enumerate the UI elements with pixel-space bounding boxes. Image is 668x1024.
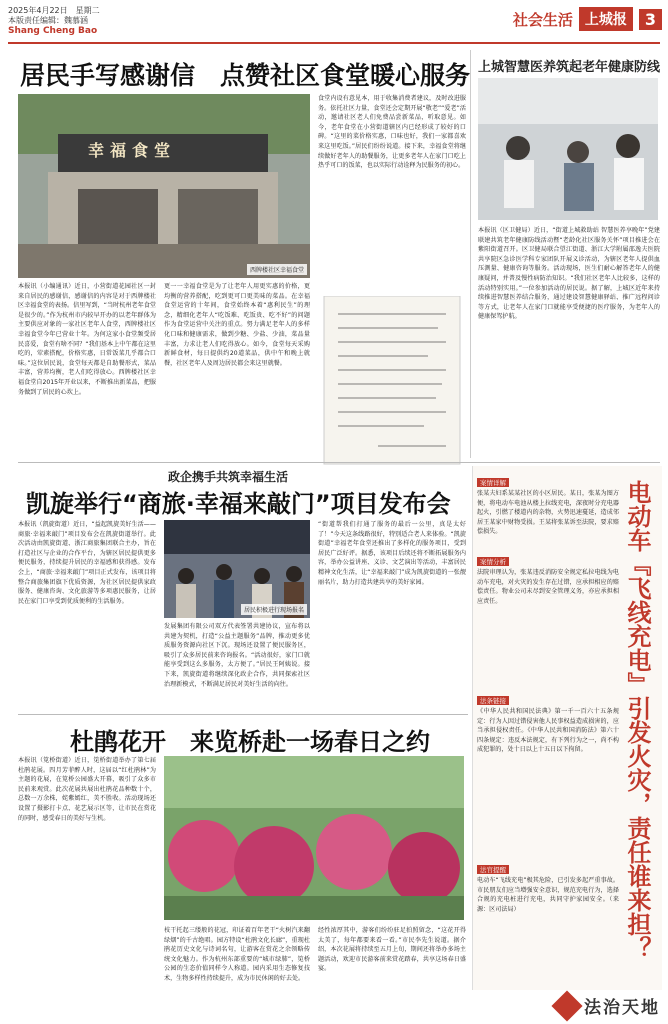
story1-photo-caption: 西牌楼社区幸福食堂 bbox=[247, 264, 307, 275]
masthead-info bbox=[8, 6, 100, 36]
law-badge-icon bbox=[551, 990, 582, 1021]
story1-col2: 更一一幸福食堂是为了让老年人用更实惠的价格，更均衡的营养搭配，吃到更可口更美味的菜品。在幸福食堂运营的十年间，食堂始终本着“惠利民生”的理念，精细化老年人“吃饭难、吃饭贵、吃不好”的问题作为食堂运营中关注的重点。努力满足老年人的多样化口味和健康需求，做到少糖、少盐、少油，菜品量丰富，力求让老人们吃得放心。如今，食堂每天采购新鲜食材，每日提供约20道菜品，供中午和晚上就餐，社区老年人及周边居民都会来这里就餐。 bbox=[164, 283, 310, 367]
story2-col1: 本报讯（凯旋街道）近日，“益起凯旋美好生活——商旅·幸福来敲门”项目发布会在凯旋街道举行。此次活动由凯旋街道、浙江商旅集团联合主办，旨在打造社区与企业的合作平台，为辖区居民提供更多便民服务，持续提升居民的幸福感和获得感。发布会上，“商旅·幸福来敲门”项目正式发布，该项目将整合商旅集团旗下优质资源，为社区居民提供家政服务、健康咨询、文化旅游等多项惠民服务，让居民在家门口享受到优质便利的生活服务。 bbox=[18, 521, 156, 605]
sidebar-body bbox=[477, 470, 619, 986]
tag-law-link: 法条链接 bbox=[477, 696, 509, 705]
canteen-sign-text: 幸福食堂 bbox=[88, 141, 177, 160]
story3-col2: 枝干托起三缕般的花冠，印证着百年老干“火树汽来翻绿烟”的千古绝唱。园方特设“杜鹃文化长廊”，重现杜鹃花历史文化与诗词名句，让游客在赏花之余领略传统文化魅力。作为杭州东部重要的“城市绿肺”，笕桥公园的生态价值同样令人称道。园内采用生态修复技术，生物多样性持续提升，成为市民休闲的好去处。 bbox=[164, 927, 310, 982]
tag-case-detail: 案情详解 bbox=[477, 478, 509, 487]
editor-credit: 本版责任编辑：魏慕涵 bbox=[8, 16, 88, 25]
section-divider-2 bbox=[18, 714, 468, 715]
thank-you-letter-image bbox=[318, 296, 466, 466]
column-divider bbox=[470, 50, 471, 458]
header-rule bbox=[8, 42, 660, 44]
story3-col1: 本报讯（笕桥街道）近日，笕桥街道举办了第七届杜鹃花展。四月芳菲醉人时，这届以“红杜鹃林”为主题的花展，在笕桥公园盛大开幕，吸引了众多市民前来观赏。此次花展共展出杜鹃花品种数十个，总数一万余株，姹紫嫣红，美不胜收。活动现场还设置了摄影打卡点、花艺展示区等，让市民在赏花的同时，感受春日的美好与生机。 bbox=[18, 757, 156, 822]
story1-col3: 食堂内设有意见本，用于收集消费者建议，及时改进服务。依托社区力量，食堂还会定期开展“敬老”“爱老”活动，邀请社区老人们免费品尝新菜品，听取意见。如今，老年食堂在小营街道辖区内已经形成了较好的口碑。“这里的菜价格实惠，口味也好，我们一家都喜欢来这里吃饭。”居民们纷纷说道。接下来，幸福食堂将继续做好老年人的助餐服务，让更多老年人在家门口吃上热乎可口的饭菜，也以实际行动诠释为民服务的初心。 bbox=[318, 95, 466, 170]
story2-col3: “街道帮我们打通了服务的最后一公里，真是太好了！”今天这条线路很好，特别适合老人来体验。“凯旋街道”幸福老年食堂还推出了多样化的服务项目，受到居民广泛好评。据悉，该项目后续还将不断拓展服务内容，举办公益讲座、义诊、文艺演出等活动，丰富居民精神文化生活，让“幸福来敲门”成为凯旋街道的一张靓丽名片，助力打造共建共享的美好家园。 bbox=[318, 521, 466, 586]
story1-headline: 居民手写感谢信 点赞社区食堂暖心服务 bbox=[20, 61, 471, 90]
story3-col3: 经性浓厚其中，游客们纷纷驻足拍照留念，“这花开得太美了，每年都要来看一看。”市民李先生说道。据介绍，本次花展将持续至五月上旬，期间还将举办多场主题活动，欢迎市民游客前来赏花踏春，共享这场春日盛宴。 bbox=[318, 927, 466, 973]
azalea-park-photo bbox=[164, 756, 464, 920]
story2-kicker: 政企携手共筑幸福生活 bbox=[168, 470, 289, 484]
right-story-headline: 上城智慧医养筑起老年健康防线 bbox=[478, 60, 661, 75]
page-number: 3 bbox=[639, 9, 662, 30]
section-header bbox=[513, 3, 662, 35]
story1-col1: 本报讯（小编通讯）近日，小营街道花园社区一封来自居民的感谢信，感谢信的内容是对于西牌楼社区幸福食堂的表扬。信里写到，“当时杭州老年食堂是很少的。”作为杭州市内较早开办的以老年群体为主要供应对象的一家社区老年人食堂，西牌楼社区幸福食堂今年已营业十年。为何这家小食堂频受居民喜爱，食堂有啥不同？“我们基本上中午都在这里吃的，荤素搭配，价格实惠，日常饭菜几乎都合口味。”这位居民说，食堂每天都是自助餐形式，菜品丰富，营养均衡，老人们吃得放心。西牌楼社区幸福食堂自2015年开业以来，不断推出新菜品，把服务做到了居民的心坎上。 bbox=[18, 283, 156, 396]
story3-headline: 杜鹃花开 来览桥赴一场春日之约 bbox=[70, 728, 430, 756]
sidebar-para-1: 张某夫妇系某某社区的小区居民。某日，张某为图方便，将电动车电池从楼上拉线充电，深夜时分充电器起火，引燃了楼道内的杂物，火势迅速蔓延，造成邻居王某家中财物受损。王某将张某诉至法院，要求赔偿损失。 bbox=[477, 490, 619, 536]
section-divider-1 bbox=[18, 462, 660, 463]
column-badge bbox=[556, 993, 660, 1018]
story2-headline: 凯旋举行“商旅·幸福来敲门”项目发布会 bbox=[26, 490, 451, 518]
issue-date: 2025年4月22日 星期二 bbox=[8, 6, 100, 15]
story2-photo bbox=[164, 520, 310, 618]
tag-case-analysis: 案情分析 bbox=[477, 557, 509, 566]
sidebar-para-3: 《中华人民共和国民法典》第一千一百六十五条规定：行为人因过错侵害他人民事权益造成损害的，应当承担侵权责任。《中华人民共和国消防法》第六十四条规定：违反本法规定，有下列行为之一，尚不构成犯罪的，处十日以上十五日以下拘留。 bbox=[477, 708, 619, 754]
canteen-storefront-image bbox=[18, 94, 310, 278]
paper-logo: 上城报 bbox=[579, 7, 633, 31]
right-story-body: 本报讯（区卫健局）近日，“街道上城救助站 智慧医养享晚年”党建联建共筑老年健康防线活动暨“老龄化社区服务关怀”项目推进会在紫阳街道召开。区卫健局联合望江街道、浙江大学附属邵逸夫医院共享院区急诊医学科专家团队开展义诊活动，为辖区老年人提供血压测量、健康咨询等服务。活动现场，医生们耐心解答老年人的健康疑问，并普及慢性病防治知识。“我们社区老年人比较多，这样的活动特别实用。”一位参加活动的居民说。据了解，上城区近年来持续推进智慧医养结合服务，通过建设智慧健康驿站、推广远程问诊等方式，让老年人在家门口就能享受便捷的医疗服务，为老年人的健康保驾护航。 bbox=[478, 227, 660, 321]
sidebar-para-4: 电动车“飞线充电”极其危险，已引发多起严重事故。市民朋友们应当增强安全意识，规范充电行为，选择合规的充电桩进行充电，共同守护家园安全。（来源：区司法局） bbox=[477, 877, 619, 913]
legal-sidebar bbox=[472, 466, 662, 990]
story2-col2: 发展集团有限公司双方代表签署共建协议，宣布将以共建为契机，打造“公益主题服务”品牌，推动更多优质服务资源向社区下沉。现场还设置了便民服务区，吸引了众多居民前来咨询报名。“活动很好，家门口就能享受到这么多服务，太方便了。”居民王阿姨说。接下来，凯旋街道将继续深化政企合作，共同探索社区治理新模式，不断满足居民对美好生活的向往。 bbox=[164, 623, 310, 688]
sidebar-vertical-title: 电动车『飞线充电』引发火灾，责任谁来担？ bbox=[623, 480, 651, 960]
sidebar-para-2: 法院审理认为，张某违反消防安全规定私拉电线为电动车充电，对火灾的发生存在过错，应承担相应的赔偿责任。物业公司未尽到安全管理义务，亦应承担相应责任。 bbox=[477, 569, 619, 605]
column-name: 法治天地 bbox=[584, 998, 660, 1018]
story2-photo-caption: 居民积极进行现场报名 bbox=[241, 604, 307, 615]
tag-judge-reminder: 法官提醒 bbox=[477, 865, 509, 874]
section-name: 社会生活 bbox=[512, 10, 573, 29]
medical-event-photo bbox=[478, 78, 658, 220]
story1-photo bbox=[18, 94, 310, 278]
brand-pinyin: Shang Cheng Bao bbox=[8, 26, 98, 36]
